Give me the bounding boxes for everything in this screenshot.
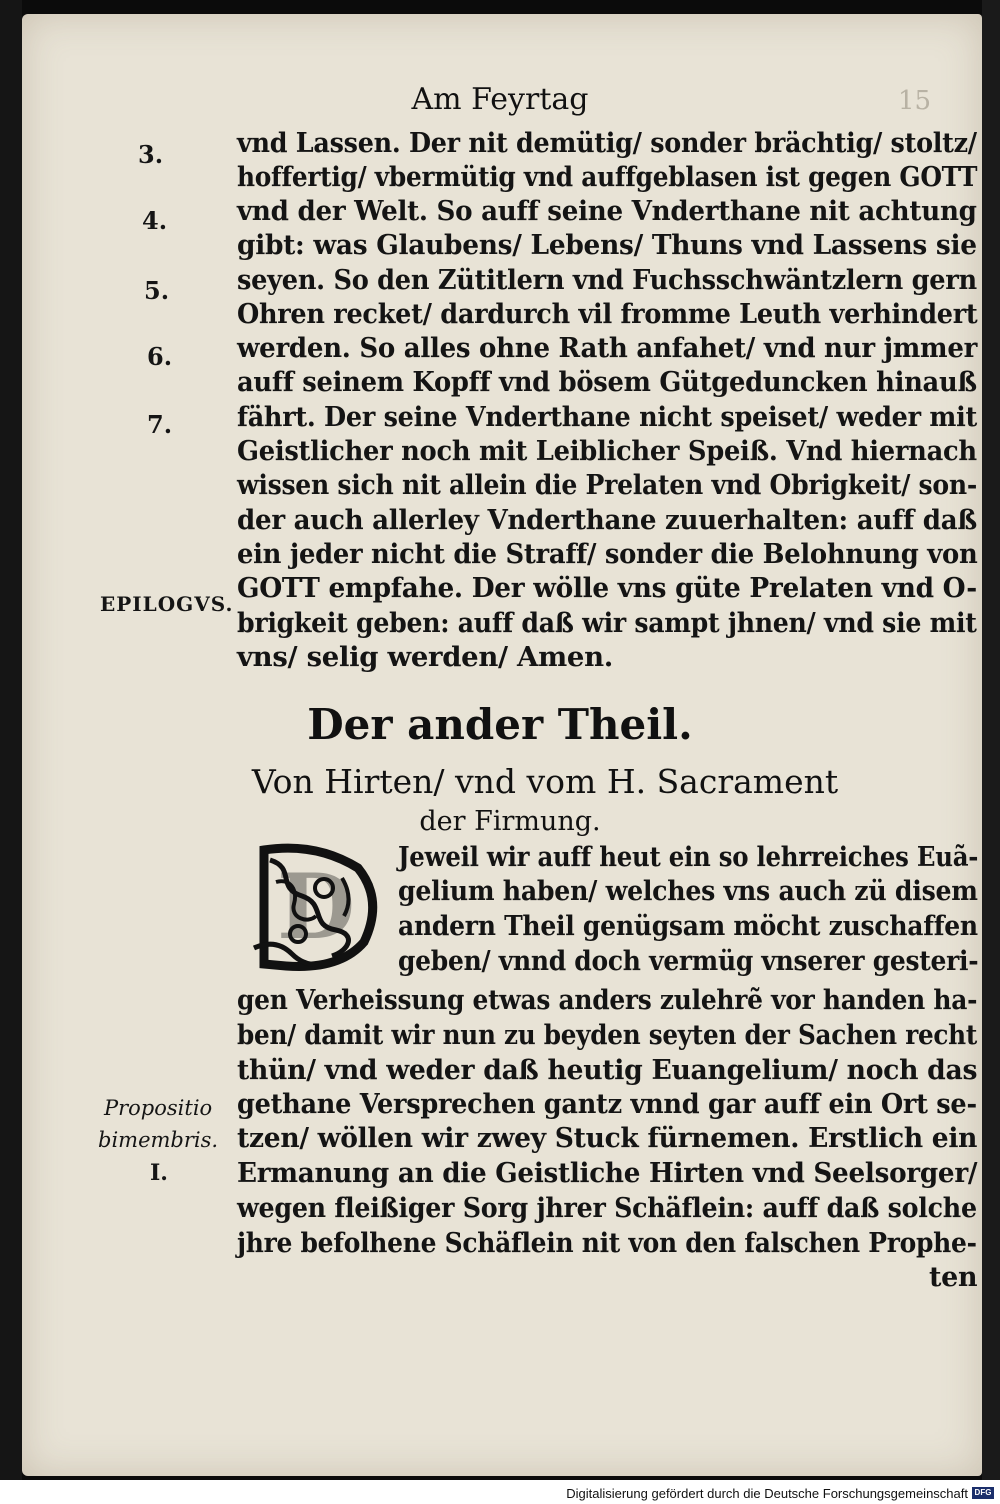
text-line: gelium haben/ welches vns auch zü disem bbox=[398, 875, 978, 907]
text-line: ten bbox=[929, 1261, 978, 1293]
running-header: Am Feyrtag bbox=[411, 82, 589, 117]
footer-credit: Digitalisierung gefördert durch die Deutsche Forschungsgemeinschaft bbox=[566, 1486, 968, 1501]
section-subtitle-line2: der Firmung. bbox=[419, 806, 601, 837]
margin-number-4: 4. bbox=[142, 206, 168, 235]
text-line: Geistlicher noch mit Leiblicher Speiß. Vnd hiernach bbox=[237, 435, 977, 467]
text-line: geben/ vnnd doch vermüg vnserer gesteri- bbox=[398, 945, 979, 977]
section-subtitle-line1: Von Hirten/ vnd vom H. Sacrament bbox=[251, 762, 839, 801]
text-line: fährt. Der seine Vnderthane nicht speiset/ weder mit bbox=[237, 401, 977, 433]
text-line: gen Verheissung etwas anders zulehrẽ vor handen ha- bbox=[237, 984, 978, 1016]
margin-number-1: I. bbox=[150, 1160, 168, 1186]
decorated-initial-letter bbox=[246, 838, 386, 976]
section-title: Der ander Theil. bbox=[307, 700, 693, 749]
margin-note-bimembris: bimembris. bbox=[98, 1128, 219, 1152]
initial-ornament-icon bbox=[246, 838, 386, 976]
text-line: der auch allerley Vnderthane zuuerhalten: auff daß bbox=[237, 504, 977, 536]
margin-number-5: 5. bbox=[144, 276, 170, 305]
dfg-logo-icon: DFG bbox=[972, 1487, 994, 1499]
text-line: vnd der Welt. So auff seine Vnderthane nit achtung bbox=[237, 195, 977, 227]
text-line: GOTT empfahe. Der wölle vns güte Prelaten vnd O- bbox=[237, 572, 977, 604]
margin-note-propositio: Propositio bbox=[104, 1096, 213, 1120]
text-line: jhre befolhene Schäflein nit von den falschen Prophe- bbox=[237, 1227, 977, 1259]
text-line: tzen/ wöllen wir zwey Stuck fürnemen. Erstlich ein bbox=[237, 1122, 978, 1154]
text-line: Ohren recket/ dardurch vil fromme Leuth verhindert bbox=[237, 298, 978, 330]
margin-number-6: 6. bbox=[147, 342, 173, 371]
text-line: wissen sich nit allein die Prelaten vnd Obrigkeit/ son- bbox=[237, 469, 977, 501]
initial-letter-glyph: D bbox=[276, 854, 356, 960]
text-line: ben/ damit wir nun zu beyden seyten der Sachen recht bbox=[237, 1019, 977, 1051]
text-line: auff seinem Kopff vnd bösem Gütgeduncken hinauß bbox=[237, 366, 977, 398]
text-line: vnd Lassen. Der nit demütig/ sonder brächtig/ stoltz/ bbox=[237, 127, 977, 159]
page-number: 15 bbox=[898, 86, 932, 116]
text-line: Jeweil wir auff heut ein so lehrreiches Euã- bbox=[398, 841, 979, 873]
text-line: vns/ selig werden/ Amen. bbox=[237, 641, 614, 673]
text-line: ein jeder nicht die Straff/ sonder die Belohnung von bbox=[237, 538, 978, 570]
text-line: andern Theil genügsam möcht zuschaffen bbox=[398, 910, 978, 942]
text-line: brigkeit geben: auff daß wir sampt jhnen/ vnd sie mit bbox=[237, 607, 977, 639]
text-line: werden. So alles ohne Rath anfahet/ vnd nur jmmer bbox=[237, 332, 978, 364]
text-line: thün/ vnd weder daß heutig Euangelium/ noch das bbox=[237, 1054, 978, 1086]
text-line: gibt: was Glaubens/ Lebens/ Thuns vnd Lassens sie bbox=[237, 229, 977, 261]
margin-number-7: 7. bbox=[147, 410, 173, 439]
text-line: wegen fleißiger Sorg jhrer Schäflein: auff daß solche bbox=[237, 1192, 977, 1224]
margin-number-3: 3. bbox=[138, 140, 164, 169]
text-line: Ermanung an die Geistliche Hirten vnd Seelsorger/ bbox=[237, 1157, 978, 1189]
text-line: hoffertig/ vbermütig vnd auffgeblasen ist gegen GOTT bbox=[237, 161, 978, 193]
epilogus-label: EPILOGVS. bbox=[100, 592, 234, 616]
text-line: gethane Versprechen gantz vnnd gar auff ein Ort se- bbox=[237, 1088, 977, 1120]
text-line: seyen. So den Zütitlern vnd Fuchsschwäntzlern gern bbox=[237, 264, 977, 296]
